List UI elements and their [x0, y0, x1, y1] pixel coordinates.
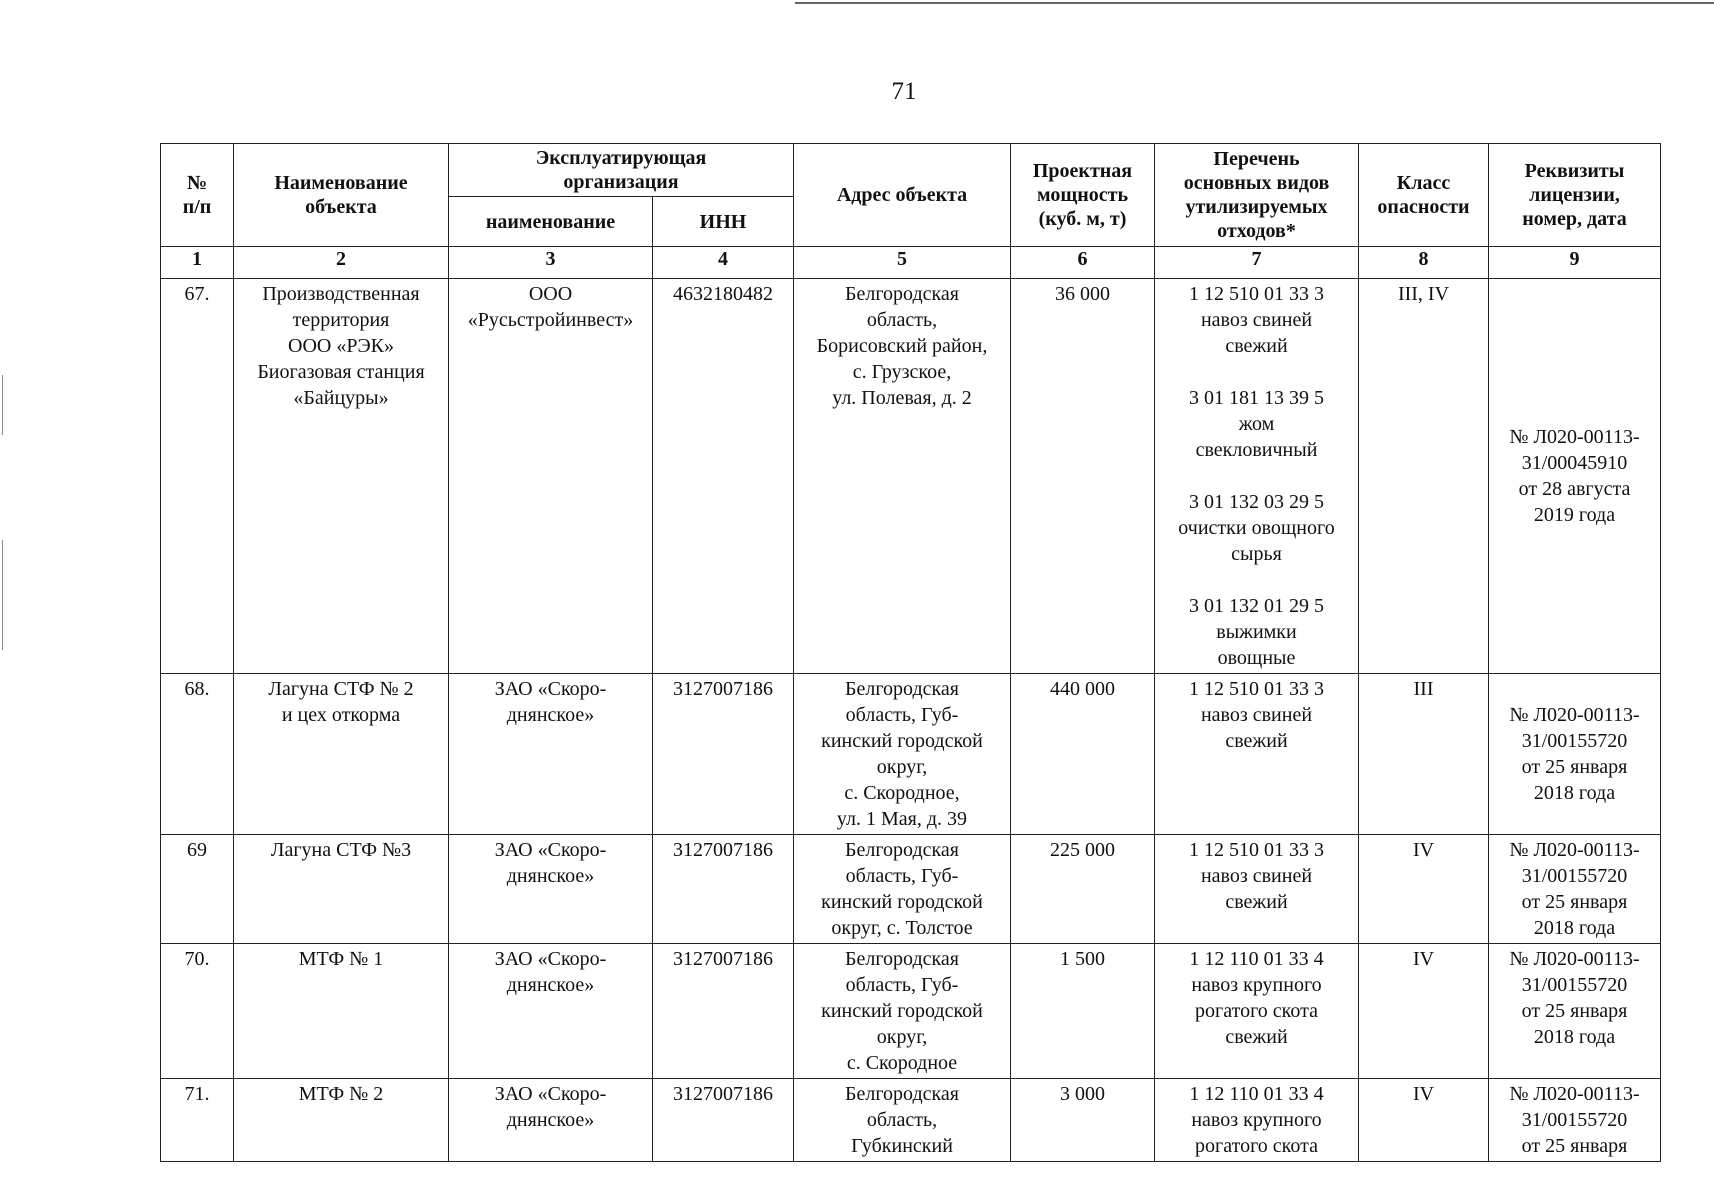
- waste-list: 1 12 510 01 33 3 навоз свиней свежий: [1155, 674, 1359, 835]
- capacity: 225 000: [1011, 835, 1155, 944]
- column-number: 6: [1011, 247, 1155, 279]
- org-name: ЗАО «Скоро- днянское»: [449, 835, 653, 944]
- column-number: 1: [161, 247, 234, 279]
- waste-list: 1 12 510 01 33 3 навоз свиней свежий: [1155, 835, 1359, 944]
- header-hazard: Класс опасности: [1359, 144, 1489, 247]
- waste-list: 1 12 510 01 33 3 навоз свиней свежий 3 01 181 13 39 5 жом свекловичный 3 01 132 03 29 5 очистки овощного сырья 3 01 132 01 29 5 выжимки овощные: [1155, 279, 1359, 674]
- header-address: Адрес объекта: [794, 144, 1011, 247]
- column-number: 5: [794, 247, 1011, 279]
- page-number: 71: [891, 78, 917, 105]
- column-number: 7: [1155, 247, 1359, 279]
- hazard-class: IV: [1359, 1079, 1489, 1162]
- object-name: Лагуна СТФ №3: [234, 835, 449, 944]
- object-name: Производственная территория ООО «РЭК» Биогазовая станция «Байцуры»: [234, 279, 449, 674]
- hazard-class: IV: [1359, 835, 1489, 944]
- hazard-class: III, IV: [1359, 279, 1489, 674]
- table-row: [161, 1079, 1661, 1162]
- capacity: 1 500: [1011, 944, 1155, 1079]
- header-row-1: [161, 144, 1661, 197]
- capacity: 3 000: [1011, 1079, 1155, 1162]
- table-row: [161, 835, 1661, 944]
- facilities-table: [160, 143, 1661, 1162]
- org-name: ЗАО «Скоро- днянское»: [449, 944, 653, 1079]
- table-row: [161, 674, 1661, 835]
- row-num: 69: [161, 835, 234, 944]
- header-license: Реквизиты лицензии, номер, дата: [1489, 144, 1661, 247]
- column-number: 8: [1359, 247, 1489, 279]
- column-number: 9: [1489, 247, 1661, 279]
- header-org-name: наименование: [449, 197, 653, 247]
- capacity: 36 000: [1011, 279, 1155, 674]
- top-rule: [795, 2, 1714, 4]
- header-num: № п/п: [161, 144, 234, 247]
- column-number: 2: [234, 247, 449, 279]
- address: Белгородская область, Борисовский район, с. Грузское, ул. Полевая, д. 2: [794, 279, 1011, 674]
- hazard-class: IV: [1359, 944, 1489, 1079]
- license-details: № Л020-00113- 31/00155720 от 25 января: [1489, 1079, 1661, 1162]
- inn: 4632180482: [653, 279, 794, 674]
- row-num: 67.: [161, 279, 234, 674]
- header-name: Наименование объекта: [234, 144, 449, 247]
- license-details: № Л020-00113- 31/00155720 от 25 января 2018 года: [1489, 835, 1661, 944]
- inn: 3127007186: [653, 944, 794, 1079]
- column-number: 4: [653, 247, 794, 279]
- row-num: 70.: [161, 944, 234, 1079]
- address: Белгородская область, Губ- кинский городской округ, с. Толстое: [794, 835, 1011, 944]
- column-number: 3: [449, 247, 653, 279]
- row-num: 68.: [161, 674, 234, 835]
- license-details: № Л020-00113- 31/00155720 от 25 января 2018 года: [1489, 944, 1661, 1079]
- waste-list: 1 12 110 01 33 4 навоз крупного рогатого скота: [1155, 1079, 1359, 1162]
- header-capacity: Проектная мощность (куб. м, т): [1011, 144, 1155, 247]
- capacity: 440 000: [1011, 674, 1155, 835]
- waste-list: 1 12 110 01 33 4 навоз крупного рогатого скота свежий: [1155, 944, 1359, 1079]
- inn: 3127007186: [653, 1079, 794, 1162]
- hazard-class: III: [1359, 674, 1489, 835]
- header-inn: ИНН: [653, 197, 794, 247]
- org-name: ООО «Русьстройинвест»: [449, 279, 653, 674]
- inn: 3127007186: [653, 674, 794, 835]
- org-name: ЗАО «Скоро- днянское»: [449, 1079, 653, 1162]
- address: Белгородская область, Губкинский: [794, 1079, 1011, 1162]
- header-org-group: Эксплуатирующая организация: [449, 144, 794, 197]
- object-name: МТФ № 1: [234, 944, 449, 1079]
- object-name: Лагуна СТФ № 2 и цех откорма: [234, 674, 449, 835]
- address: Белгородская область, Губ- кинский городской округ, с. Скородное: [794, 944, 1011, 1079]
- table-row: [161, 944, 1661, 1079]
- scan-edge-mark: [2, 540, 3, 650]
- scan-edge-mark: [2, 375, 3, 435]
- license-details: № Л020-00113- 31/00045910 от 28 августа 2019 года: [1489, 279, 1661, 674]
- inn: 3127007186: [653, 835, 794, 944]
- header-waste: Перечень основных видов утилизируемых отходов*: [1155, 144, 1359, 247]
- row-num: 71.: [161, 1079, 234, 1162]
- table-row: [161, 279, 1661, 674]
- column-number-row: [161, 247, 1661, 279]
- license-details: № Л020-00113- 31/00155720 от 25 января 2018 года: [1489, 674, 1661, 835]
- org-name: ЗАО «Скоро- днянское»: [449, 674, 653, 835]
- object-name: МТФ № 2: [234, 1079, 449, 1162]
- address: Белгородская область, Губ- кинский городской округ, с. Скородное, ул. 1 Мая, д. 39: [794, 674, 1011, 835]
